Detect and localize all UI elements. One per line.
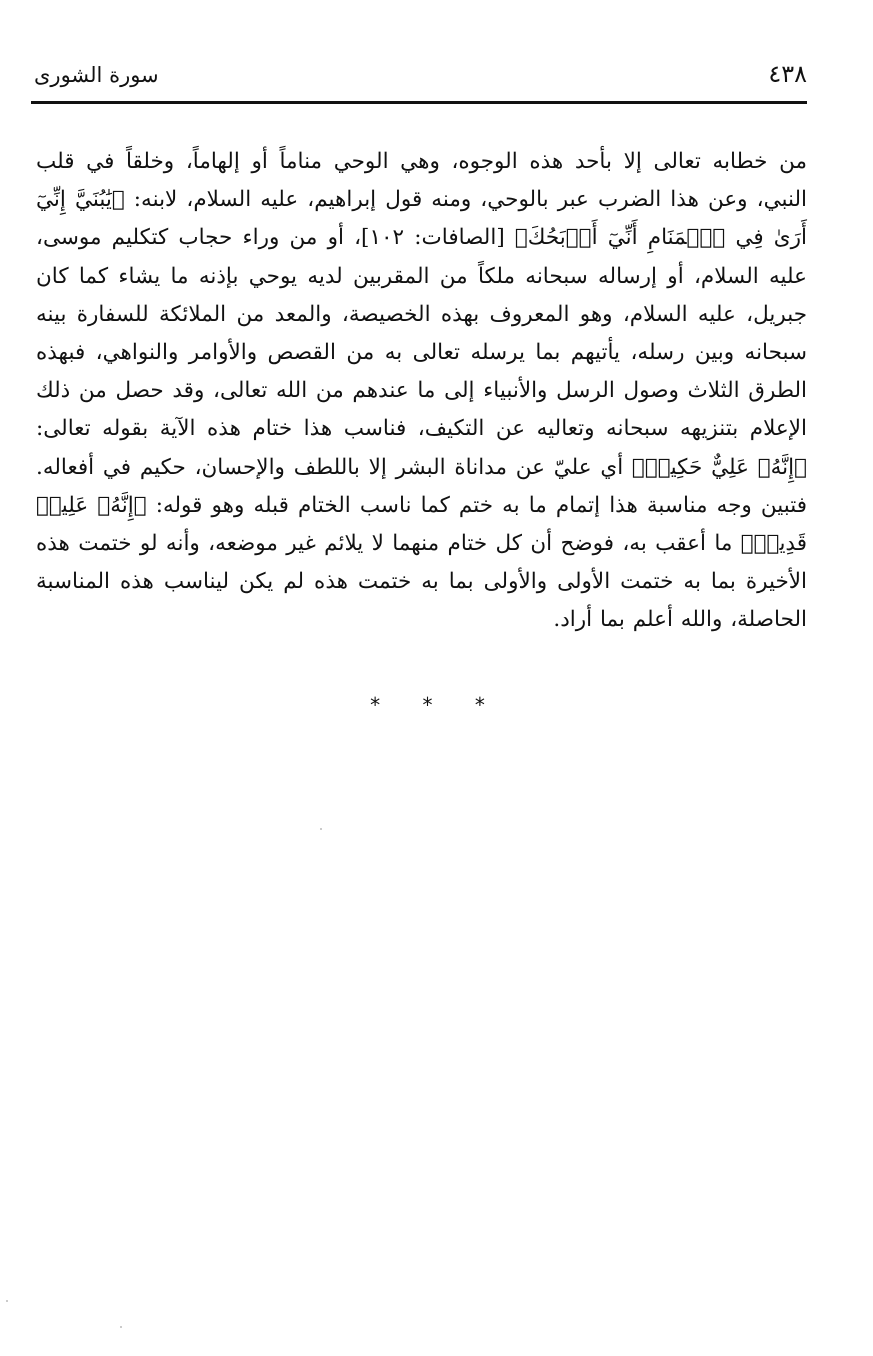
body-paragraph: من خطابه تعالى إلا بأحد هذه الوجوه، وهي الوحي مناماً أو إلهاماً، وخلقاً في قلب النبي، وعن هذا الضرب عبر بالوحي، ومنه قول إبراهيم، عليه السلام، لابنه: ﴿يَٰبُنَيَّ إِنِّيٓ أَرَىٰ فِي ٱلۡمَنَامِ أَنِّيٓ أَذۡبَحُكَ﴾ [الصافات: ١٠٢]، أو من وراء حجاب كتكليم موسى، عليه السلام، أو إرساله سبحانه ملكاً من المقربين لديه يوحي بإذنه ما يشاء كما كان جبريل، عليه السلام، وهو المعروف بهذه الخصيصة، والمعد من الملائكة للسفارة بينه سبحانه وبين رسله، يأتيهم بما يرسله تعالى به من القصص والأوامر والنواهي، فبهذه الطرق الثلاث وصول الرسل والأنبياء إلى ما عندهم من الله تعالى، وقد حصل من ذلك الإعلام بتنزيهه سبحانه وتعاليه عن التكيف، فناسب هذا ختام هذه الآية بقوله تعالى: ﴿إِنَّهُۥ عَلِيٌّ حَكِيمٞ﴾ أي عليّ عن مداناة البشر إلا باللطف والإحسان، حكيم في أفعاله. فتبين وجه مناسبة هذا إتمام ما به ختم كما ناسب الختام قبله وهو قوله: ﴿إِنَّهُۥ عَلِيمٞ قَدِيرٞ﴾ ما أعقب به، فوضح أن كل ختام منهما لا يلائم غير موضعه، وأنه لو ختمت هذه الأخيرة بما به ختمت الأولى والأولى بما به ختمت هذه لم يكن ليناسب هذه المناسبة الحاصلة، والله أعلم بما أراد. [36,149,807,633]
surah-title: سورة الشورى [34,63,159,87]
main-text-block [36,143,807,640]
scan-speck [6,1300,8,1302]
section-divider-asterisks: * * * [370,693,503,717]
page-number: ٤٣٨ [768,60,807,88]
header-divider-line [31,101,807,104]
scan-speck [320,828,322,830]
running-header [34,58,807,98]
scan-speck [120,1326,122,1328]
